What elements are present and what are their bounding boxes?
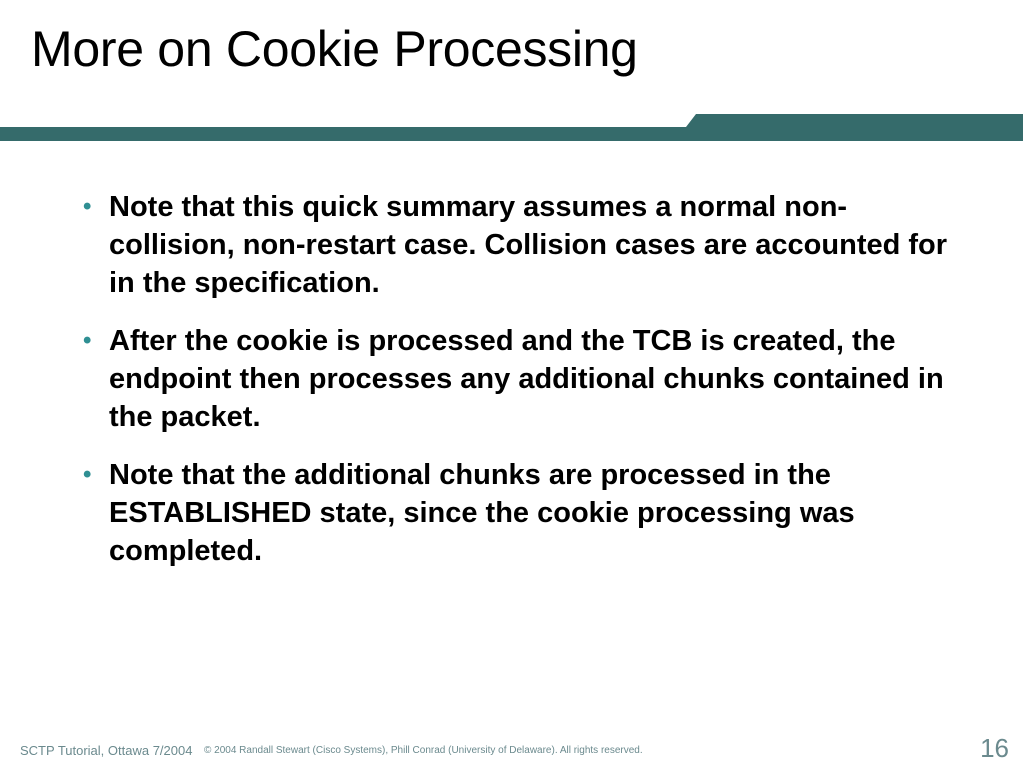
title-bar-shape [0,114,1023,141]
footer-event-label: SCTP Tutorial, Ottawa 7/2004 [20,743,193,758]
footer-copyright: © 2004 Randall Stewart (Cisco Systems), Phill Conrad (University of Delaware). All rights reserved. [204,745,643,756]
bullet-text: After the cookie is processed and the TCB is created, the endpoint then processes any additional chunks contained in the packet. [109,325,944,433]
page-number: 16 [980,733,1009,763]
bullet-item [80,322,970,436]
bullet-item [80,188,970,302]
title-bar-divider [0,112,1023,144]
bullet-icon: • [83,327,92,354]
bullet-icon: • [83,193,92,220]
bullet-item [80,456,970,570]
bullet-icon: • [83,461,92,488]
bullet-text: Note that the additional chunks are processed in the ESTABLISHED state, since the cookie processing was completed. [109,459,855,567]
bullet-list [80,188,970,590]
slide-title: More on Cookie Processing [31,21,638,77]
bullet-text: Note that this quick summary assumes a normal non-collision, non-restart case. Collision cases are accounted for in the specification. [109,191,948,299]
